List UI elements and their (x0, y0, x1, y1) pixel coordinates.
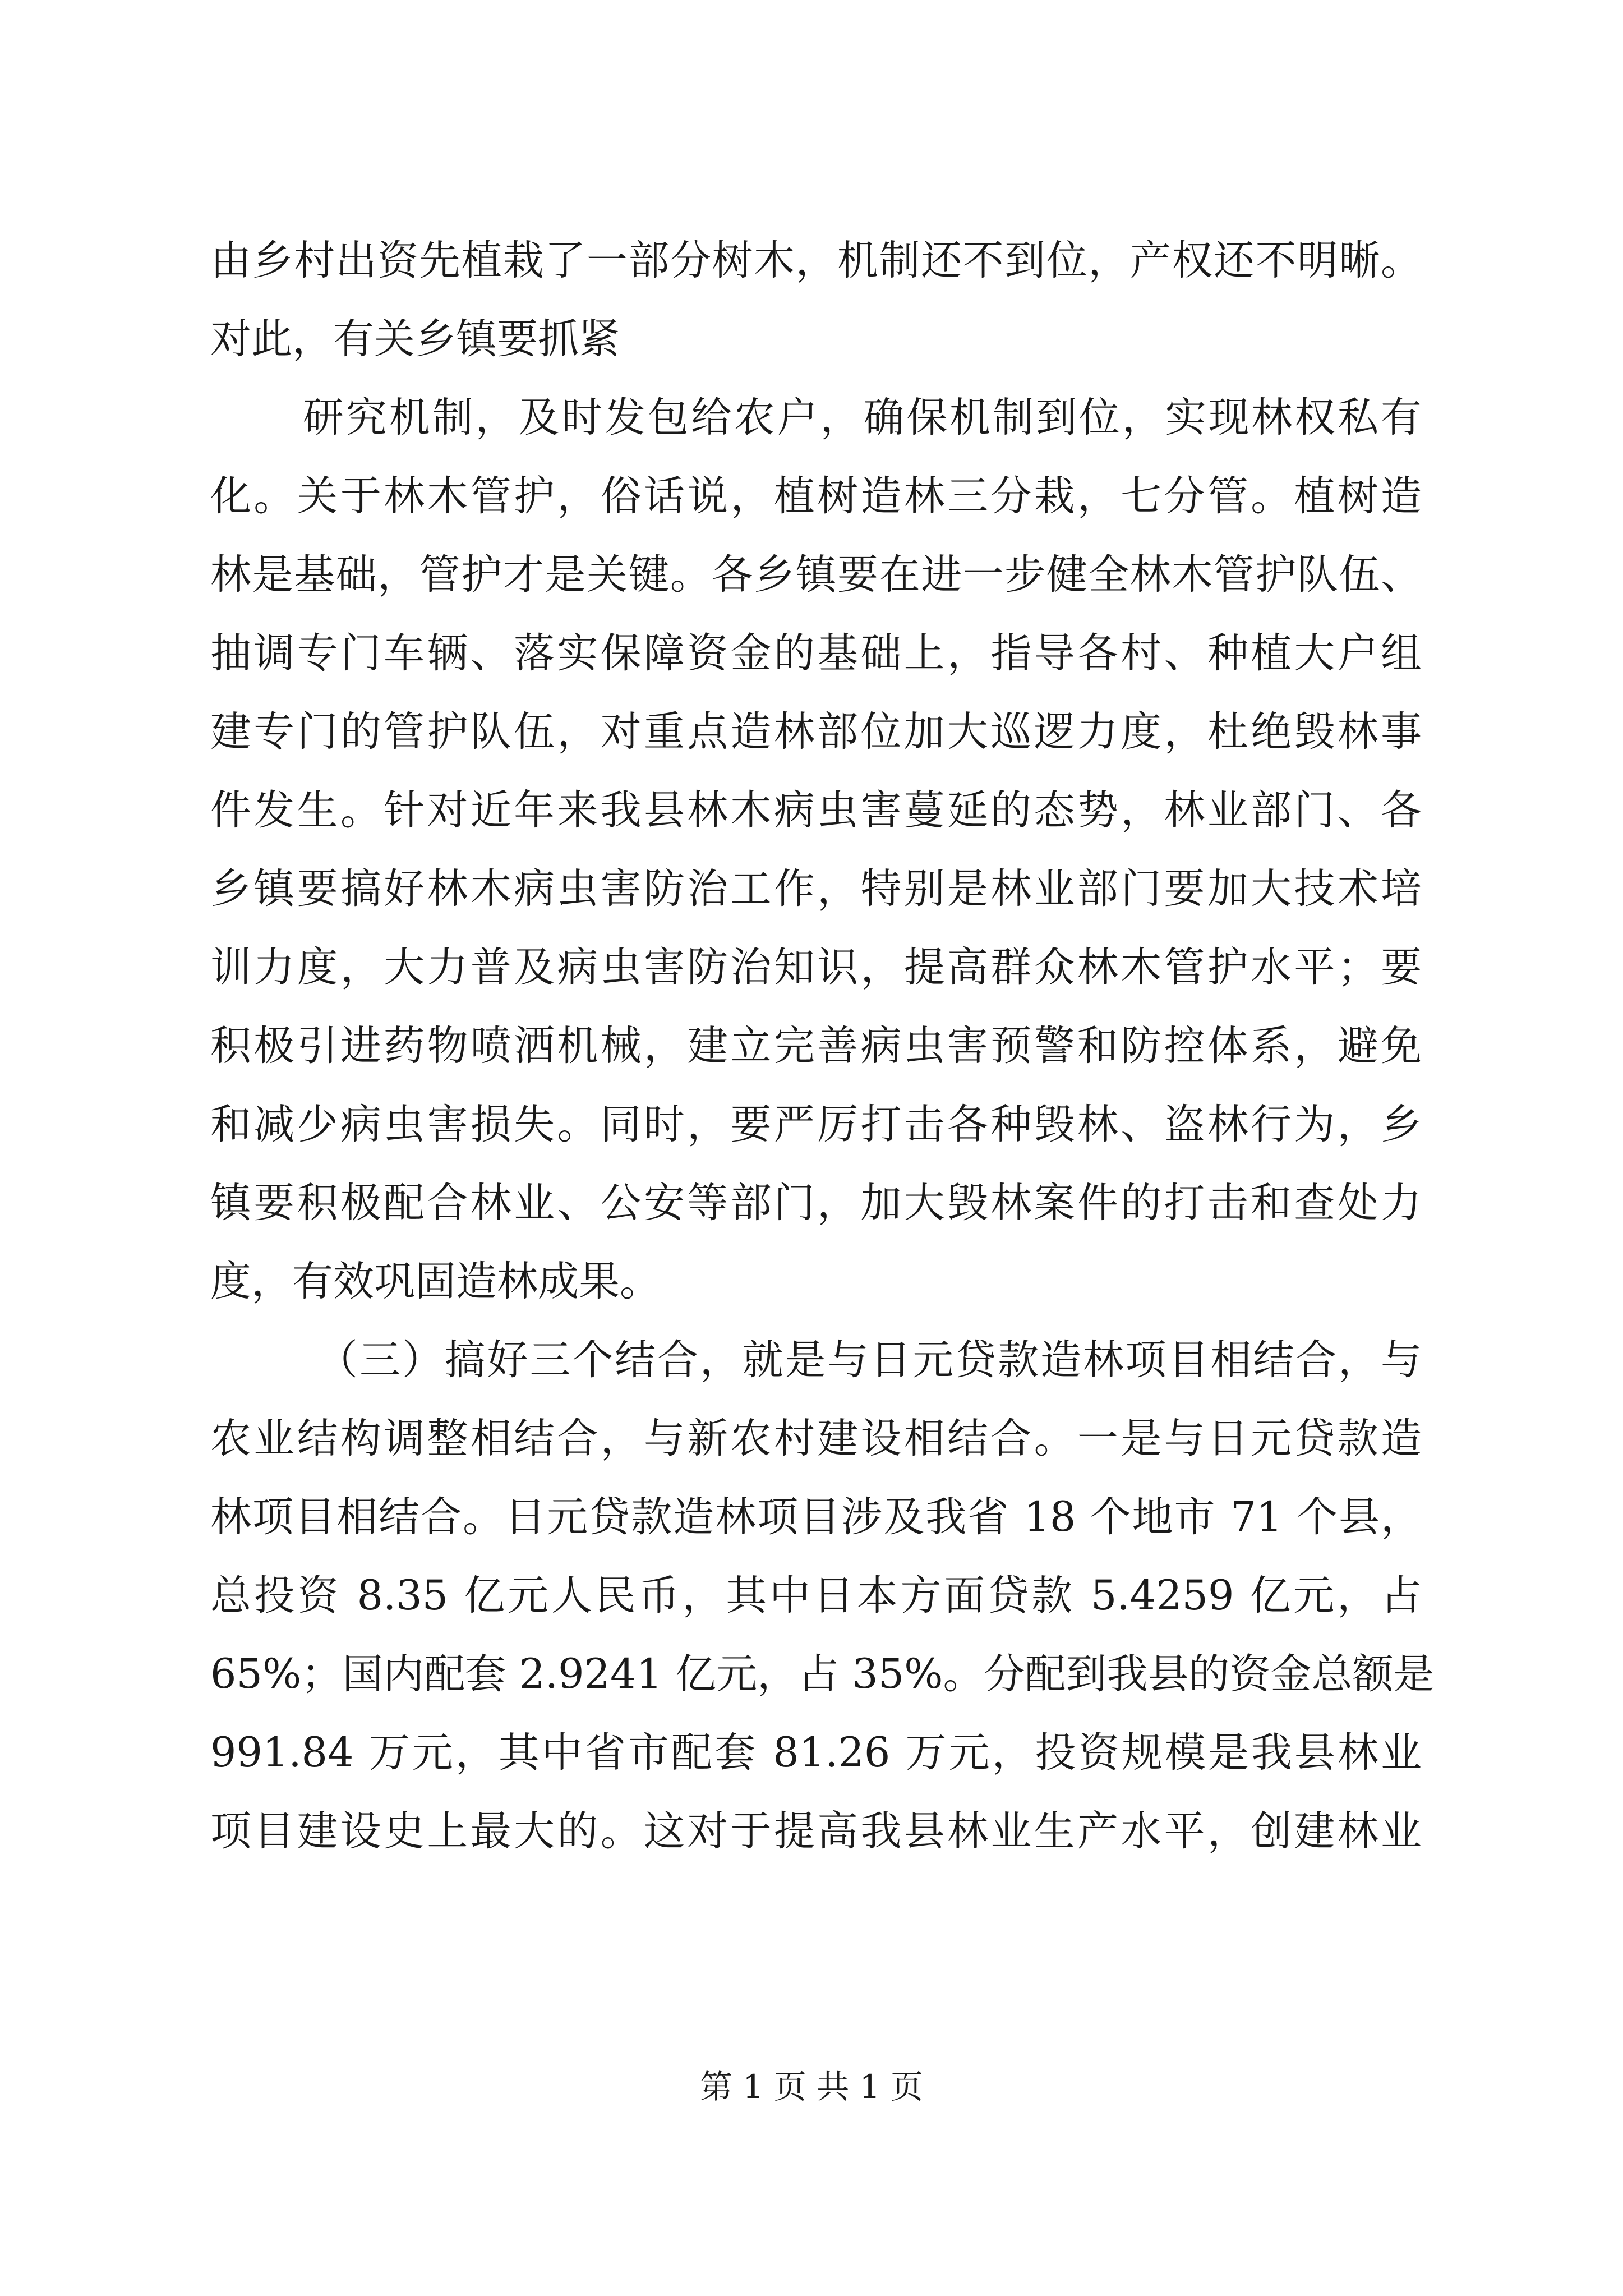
paragraph-start-line: （三）搞好三个结合，就是与日元贷款造林项目相结合，与 (317, 1336, 1422, 1384)
text-line: 件发生。针对近年来我县林木病虫害蔓延的态势，林业部门、各 (210, 786, 1422, 834)
body-text (210, 222, 1435, 1871)
text-line: 积极引进药物喷洒机械，建立完善病虫害预警和防控体系，避免 (210, 1022, 1422, 1070)
text-line: 总投资 8.35 亿元人民币，其中日本方面贷款 5.4259 亿元，占 (210, 1572, 1422, 1619)
text-line: 由乡村出资先植栽了一部分树木，机制还不到位，产权还不明晰。 (210, 237, 1422, 284)
text-line: 化。关于林木管护，俗话说，植树造林三分栽，七分管。植树造 (210, 472, 1422, 520)
text-line: 和减少病虫害损失。同时，要严厉打击各种毁林、盗林行为，乡 (210, 1101, 1422, 1148)
text-line: 农业结构调整相结合，与新农村建设相结合。一是与日元贷款造 (210, 1415, 1422, 1462)
text-line: 建专门的管护队伍，对重点造林部位加大巡逻力度，杜绝毁林事 (210, 708, 1422, 756)
text-line: 项目建设史上最大的。这对于提高我县林业生产水平，创建林业 (210, 1807, 1422, 1855)
text-line: 度，有效巩固造林成果。 (210, 1258, 661, 1305)
text-line: 训力度，大力普及病虫害防治知识，提高群众林木管护水平；要 (210, 944, 1422, 991)
text-line: 65%；国内配套 2.9241 亿元，占 35%。分配到我县的资金总额是 (210, 1650, 1435, 1698)
paragraph-start-line: 研究机制，及时发包给农户，确保机制到位，实现林权私有 (303, 394, 1422, 441)
text-line: 林是基础，管护才是关键。各乡镇要在进一步健全林木管护队伍、 (210, 551, 1422, 599)
text-line: 991.84 万元，其中省市配套 81.26 万元，投资规模是我县林业 (210, 1729, 1422, 1777)
text-line: 镇要积极配合林业、公安等部门，加大毁林案件的打击和查处力 (210, 1179, 1422, 1227)
text-line: 林项目相结合。日元贷款造林项目涉及我省 18 个地市 71 个县， (210, 1493, 1422, 1541)
text-line: 乡镇要搞好林木病虫害防治工作，特别是林业部门要加大技术培 (210, 865, 1422, 913)
text-line: 对此，有关乡镇要抓紧 (210, 315, 620, 363)
text-line: 抽调专门车辆、落实保障资金的基础上，指导各村、种植大户组 (210, 629, 1422, 677)
page-footer: 第 1 页 共 1 页 (700, 2068, 923, 2106)
